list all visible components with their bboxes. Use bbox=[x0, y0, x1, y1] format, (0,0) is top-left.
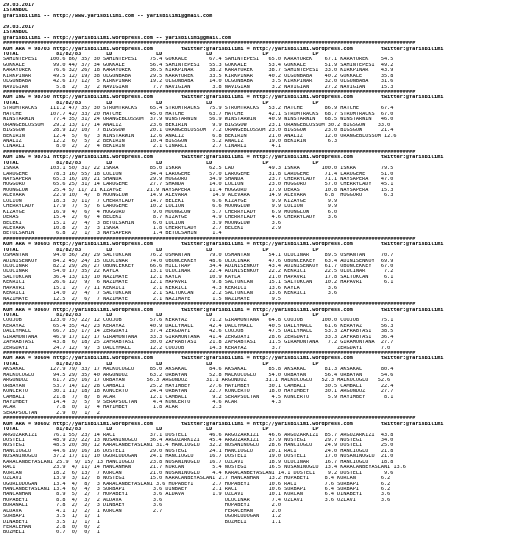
table-row: RACI 23.9 4/ 11/ 14 HANCANHAN 21.7 KORCAN 5.4 NOSTEGI 16.5 NUSANINOGLU 13.4 KARACANBEYASLANI 13.6 bbox=[3, 465, 406, 471]
table-row: KONCERTO 30.1 11/ 18/ 18 KONCERTO 24.4 ORBAYAN 22.7 KONCERTO 18.0 HAYIMBEY 30.1 ARGUNDUZ 27.7 bbox=[3, 389, 394, 395]
table-row: ARGUZARKIZI 76.1 55/ 23/ 14 RACI 37.1 DOSTELI 46.6 ARGUZARKIZI 46.6 ARGUZARKIZI 85.7 ARGUZARKIZI 43.8 bbox=[3, 432, 394, 438]
table-row: MALKOCOGLU 94.5 29/ 35/ 40 ARGUNDUZ 63.2 ORBAYAN 52.8 MALKOCOGLU 54.0 ORBAYAN 56.4 ORBAYAN 54.6 bbox=[3, 372, 394, 378]
table-row: SALTUKCAN 36.4 13/ 13/ 10 NAZIMAYE 12.1 KAYLA 10.9 KAYLA 21.0 HAPAVRI 17.8 SALTUKCAN 6.1 bbox=[3, 274, 394, 280]
header-city: ISTANBUL bbox=[3, 8, 28, 14]
table-row: NOSTEGI 48.5 20/ 30/ 12 KARACANBEYASLANI 31.4 HANCIOGLU 32.2 NUSANINOGLU 28.6 HANCIOGLU 24.9 DOSTELI 25.0 bbox=[3, 443, 394, 449]
separator-line: #################################################################################################################################### bbox=[3, 90, 416, 95]
table-row: ARGUNDUZ 61.7 25/ 16/ 17 ORBAYAN 56.3 ARGUNDUZ 31.1 ARGUNDUZ 31.1 MALKOCOGLU 52.3 MALKOCOGLU 52.6 bbox=[3, 378, 391, 384]
table-row: CHERRYLADY 17.9 7/ 5/ 6 LAROGEME 10.2 LOLION 6.6 MOONGLOW 9.9 LOLION 9.9 bbox=[3, 204, 338, 210]
table-row: ZAFRABTASI 43.8 6/ 18/ 25 ZAFRABTASI 30.0 ZAFRABTASI 21.8 ZAFRABTASI 11.5 GIRAMONTANA 7.2 GIRAMONTANA 27.7 bbox=[3, 340, 394, 346]
table-row: STROMTRACKS 111.2 47/ 35/ 30 STROMTRACKS 65.4 STROMTRACKS 75.9 STROMTRACKS 53.2 HATCHE 86.9 HATCHE 67.4 bbox=[3, 106, 394, 112]
table-row: TOTAL 81/82/83 LD LD LD LP LP bbox=[3, 160, 319, 166]
header-date: 29.03.2017 bbox=[3, 3, 35, 8]
table-row: HAYIMBEY 14.4 3/ 5/ 9 SERAPSULTAN 4.4 KONCERTO 4.6 ACAR 4.3 bbox=[3, 399, 281, 405]
table-row: ANALIZ 12.2 6/ 5/ 2 BEKIRIN 10.4 BIGSGOW 5.2 ANALIZ 19.0 BEKIRIN 6.3 bbox=[3, 138, 338, 144]
table-row: FERACEHAN 2.8 0/ 0/ 2 bbox=[3, 525, 100, 530]
race-header-line: KUM ARA = 98692 http://yarisbilimi.wordpress.com twitter:@YarisBilimi = http://yarisbilimi.wordpress.com twitter:@YarisBilimi bbox=[3, 421, 444, 427]
table-row: TOTAL 81/82/83 LD LD LD LP LP bbox=[3, 247, 319, 253]
table-row: KIRKPINAR 49.5 12/ 19/ 38 OLGUNBABA 29.5 KARAYUREK 33.5 KIRKPINAR 40.2 OLGUNBABA 40.2 GOKKALE 35.8 bbox=[3, 73, 394, 79]
table-row: KORCAN 18.2 6/ 13/ 7 KORCAN 21.0 NUSANINOGLU 4.4 KARACANBEYASLANI 14.1 DOSTELI 9.2 DOSTELI 9.6 bbox=[3, 470, 394, 476]
table-row: KIZAYGE 16.9 4/ 6/ 4 HOGGORU 9.0 MOONGLOW 5.7 CHERRYLADY 6.9 MOONGLOW 6.0 bbox=[3, 209, 338, 215]
table-row: MOONGLOW 25.4 5/ 11/ 21 KIZAYGE 21.9 NAYSAPERA 11.4 HOGGORU 17.9 DERAS 10.8 NAYSAPERA 15.3 bbox=[3, 187, 394, 193]
table-row: BURANALI 7.8 2/ 2/ 3 DINBAEY 3.6 HOPABEYI 2.0 bbox=[3, 503, 281, 509]
table-row: DINABEYI 3.5 1/ 1/ 1 BUZMELI 1.1 bbox=[3, 519, 281, 525]
header-city: ISTANBUL bbox=[3, 30, 28, 36]
table-row: GIRAMONTANA 46.9 17/ 12/ 17 GIRAMONTANA 33.3 GIRAMONTANA 41.4 ZERGDAYI 28.6 ZERGDAYI 33.3 ZAFRABTASI 36.4 bbox=[3, 334, 394, 340]
table-row: ALDAVA 4.1 1/ 2/ 1 KORCAN 2.7 FERACEHAN 2.0 bbox=[3, 508, 281, 514]
table-row: TOTAL 81/82/83 LD LD LD LP LP bbox=[3, 100, 319, 106]
table-row: CAMBALI 21.8 7/ 8/ 8 ACAR 12.1 CAMBALI 9.2 SERAPSULTAN 4.5 KONCERTO 5.9 HAYIMBEY 8.1 bbox=[3, 394, 394, 400]
separator-line: #################################################################################################################################### bbox=[3, 302, 416, 308]
separator-line: #################################################################################################################################### bbox=[3, 236, 416, 242]
table-row: ACAR 7.8 0/ 1/ 4 HAYIMBEY 1.8 ACAR 2.3 bbox=[3, 405, 222, 411]
race-header-line: KUM ARA = 98703 http://yarisbilimi.wordpress.com twitter:@YarisBilimi = http://yarisbilimi.wordpress.com twitter:@YarisBilimi bbox=[3, 46, 444, 52]
table-row: KARAYUREK 76.6 32/ 26/ 18 KARAYUREK 36.5 KIRKPINAR 38.2 KARAYUREK 38.7 SAHINTEPESI 33.0 KIRKPINAR 43.9 bbox=[3, 68, 394, 74]
table-row: GOKKALE 99.0 44/ 37/ 34 GOKKALE 56.4 SAHINTEPESI 55.3 GOKKALE 53.4 GOKKALE 51.9 SAHINTEPESI 49.2 bbox=[3, 62, 394, 68]
table-row: ISKRA 103.1 50/ 31/ 22 ISKRA 85.0 ISKRA 62.5 LAD 49.3 ISKRA 100.0 ISKRA 79.5 bbox=[3, 166, 394, 172]
table-row: CINARLI 8.0 2/ 2/ 4 BEKIRIN 2.1 CINARLI 2.7 CINARLI 4.1 bbox=[3, 144, 281, 150]
table-row: ORBAYAN 53.7 14/ 12/ 28 CAMBALI 25.2 HAYIMBEY 27.6 HAYIMBEY 30.1 CAMBALI 30.5 CAMBALI 22.4 bbox=[3, 383, 394, 389]
table-row: ORANGEBLOSSOM 29.2 13/ 17/ 14 ANALIZ 23.6 BEKIRIN 9.9 BIGSGOW 23.1 ORANGEBLOSSOM 30.2 BIGSGOW 33.0 bbox=[3, 122, 391, 128]
table-row: SURBAPI 3.5 1/ 1/ 1 UGURLUDOGAN 1.2 bbox=[3, 514, 281, 520]
table-row: TOTAL 81/82/83 LD LD LD LP LP bbox=[3, 361, 319, 367]
header-credit: @YarisBilimi -- http://www.yarisbilimi.com -- yarisbilimi@gmail.com bbox=[3, 13, 213, 19]
table-row: TOTAL 81/82/83 LD LD LD LP LP bbox=[3, 312, 319, 318]
table-row: NAZIMAYE 12.5 2/ 6/ 7 NAZIMAYE 2.1 NAZIMAYE 1.5 NAZIMAYE 9.5 bbox=[3, 296, 281, 302]
table-row: DALLYMALL 66.7 15/ 17/ 14 ZERGDAYI 37.4 ZERGDAYI 42.6 COOJOB 47.5 DALLYMALL 53.3 ZAFRABTASI 38.5 bbox=[3, 329, 394, 335]
table-row: OLGUNBABA 42.6 17/ 12/ 5 KIRKPINAR 19.2 OLGUNBABA 14.0 OLGUNBABA 3.5 KIRKPINAR 32.0 OLGUNBABA 31.6 bbox=[3, 79, 394, 85]
race-tables bbox=[3, 41, 525, 536]
table-row: WINSTARWIN 77.4 35/ 31/ 24 ORANGEBLOSSOM 37.9 WINSTARWIN 56.9 WINSTARWIN 40.9 WINSTARWIN 68.5 WINSTARWIN 46.0 bbox=[3, 117, 394, 123]
table-row: KARACANBEYASLANI 25.9 9/ 15/ 13 HANCIOGLU 23.8 NUSANINOGLU 16.7 OZLAVI 18.9 ULUCINAR 16.7 HANCIOGLU 18.8 bbox=[3, 459, 394, 465]
table-row: TOTAL 81/82/83 LD LD LD LP LP bbox=[3, 51, 319, 57]
race-header-line: KUM ING = 98751 http://yarisbilimi.wordpress.com twitter:@YarisBilimi = http://yarisbilimi.wordpress.com twitter:@YarisBilimi bbox=[3, 155, 444, 161]
separator-line: #################################################################################################################################### bbox=[3, 41, 416, 47]
separator-line: #################################################################################################################################### bbox=[3, 149, 416, 155]
table-row: HOPABEYI 8.8 4/ 3/ 2 ALDAVA 3.6 ULUCINAR 7.4 OZLAVI 3.6 OZLAVI 3.6 bbox=[3, 497, 391, 503]
table-row: OZLAVI 13.9 3/ 12/ 8 NOSTEGI 15.0 KARACANBEYASLANI 2.7 HANCANHAN 13.2 HOPABEYI 8.4 KORCAN 6.2 bbox=[3, 476, 391, 482]
race-header-line: KUM ARA = 98693 http://yarisbilimi.wordpress.com twitter:@YarisBilimi = http://yarisbilimi.wordpress.com twitter:@YarisBilimi bbox=[3, 242, 444, 248]
header-credit: @YarisBilimi -- http://yarisbilimi.wordpress.com -- yarisbilimi@gmail.com bbox=[3, 35, 231, 41]
table-row: AKSAKAL 127.9 79/ 33/ 17 MALKOCOGLU 85.0 AKSAKAL 84.6 AKSAKAL 85.8 AKSAKAL 81.3 AKSAKAL 80.4 bbox=[3, 367, 394, 373]
table-row: HANCANBEYASLANI 13.4 6/ 4/ 3 SURBAPI 3.6 DINBAEY 2.1 RACI 10.6 SURBAPI 6.4 SURBAPI 6.2 bbox=[3, 486, 391, 492]
results-document bbox=[3, 3, 525, 541]
table-row: ALEVARA 22.9 10/ 4/ 8 MOONGLOW 14.9 ALEVARA 14.9 ALEVARA 14.9 ALEVARA 6.8 HOGGORU 6.3 bbox=[3, 193, 394, 199]
table-row: ALEVARA 10.8 2/ 3/ 3 ISKRA 1.8 CHERRYLADY 2.7 BELEKI 2.9 bbox=[3, 225, 281, 231]
table-row: KERAYAZ 65.4 35/ 42/ 23 KERAYAZ 40.9 DALLYMALL 42.4 DALLYMALL 40.5 DALLYMALL 61.6 KERAYAZ 56.3 bbox=[3, 323, 394, 329]
table-row: BEKIRIN 12.4 5/ 6/ 3 WINSTARWIN 12.6 ANALIZ 6.8 BEKIRIN 21.0 ANALIZ 12.0 ORANGEBLOSSOM 12.6 bbox=[3, 133, 397, 139]
table-row: OSMANTAN 94.0 36/ 29/ 29 SALTUKCAN 76.2 OSMANTAN 79.0 OSMANTAN 54.1 ULUCINAR 89.5 OSMANTAN 70.7 bbox=[3, 253, 394, 259]
separator-line: #################################################################################################################################### bbox=[3, 351, 416, 356]
table-row: HOGGORU 65.6 25/ 31/ 14 LAROGEME 27.7 SHANDA 14.0 LOLION 23.0 HOGGORU 57.0 CHERRYLADY 45.1 bbox=[3, 182, 394, 188]
table-row: HAPAVRI 15.1 2/ 7/ 11 KEKRICI 2.1 KEKRICI 4.3 KEKRICI 13.6 KAYLA 3.6 bbox=[3, 285, 338, 291]
table-row: ULUCINAR 82.2 29/ 26/ 27 OBUNCEKKEY 66.6 HILLTRAP 34.4 ADINISENKOY 43.4 ADINISENKOY 61.7 OBUNCEKKEY 67.0 bbox=[3, 264, 394, 269]
table-row: HANCANHAN 8.9 5/ 2/ 7 HOPABEYI 3.6 ALDAVA 1.9 OZLAVI 10.1 KORCAN 6.4 DINABEYI 3.6 bbox=[3, 492, 391, 498]
header-date: 29.03.2017 bbox=[3, 24, 35, 30]
table-row: BETULSAHIN 6.8 2/ 1/ 3 NAYSAPERA 1.4 BETULSAHIN 1.4 bbox=[3, 231, 222, 237]
table-row: NAYSAPERA 65.3 16/ 10/ 21 SHANDA 29.9 HOGGORU 34.9 SHANDA 23.7 CHERRYLADY 71.1 NAYSAPERA 47.0 bbox=[3, 177, 394, 182]
race-header-line: KUM ING = 98750 http://yarisbilimi.wordpress.com twitter:@YarisBilimi = http://yarisbilimi.wordpress.com twitter:@YarisBilimi bbox=[3, 95, 444, 101]
separator-line: #################################################################################################################################### bbox=[3, 416, 416, 422]
table-row: LAROGEME 78.3 16/ 55/ 18 LOLION 34.4 LAROGEME 57.0 LAROGEME 31.8 LAROGEME 71.4 LAROGEME 51.0 bbox=[3, 171, 394, 177]
table-row: HATCHE 107.7 42/ 33/ 20 HATCHE 45.0 HATCHE 63.7 HATCHE 42.1 STROMTRACKS 68.7 STROMTRACKS 67.0 bbox=[3, 111, 394, 117]
table-row: NUSANINOGLU 37.2 17/ 11/ 10 UGURLUDOGAN 24.1 HANCIOGLU 16.7 DOSTELI 19.0 DOSTELI 17.0 NUSANINOGLU 21.0 bbox=[3, 454, 394, 460]
table-row: ZERGDAYI 24.7 12/ 9/ 3 DALLYMALL 12.2 COOJOB 14.3 KERAYAZ 3.7 ZERGDAYI 7.0 bbox=[3, 345, 391, 351]
table-row: DOSTELI 48.9 23/ 22/ 13 NUSANINOGLU 36.4 ARGUZARKIZI 45.4 ARGUZARKIZI 37.9 NOSTEGI 29.7 NOSTEGI 34.0 bbox=[3, 438, 394, 443]
table-row: BIGSGOW 28.9 12/ 10/ 7 BIGSGOW 20.1 ORANGEBLOSSOM 7.2 ORANGEBLOSSOM 23.0 BIGSGOW 23.0 BIGSGOW 21.4 bbox=[3, 128, 394, 134]
table-row: BELEKI 15.1 2/ 4/ 3 BETULSAHIN 6.0 LOLION 3.9 MOONGLOW 3.6 bbox=[3, 220, 281, 226]
table-row: TOTAL 81/82/83 LD LD LD LP LP bbox=[3, 427, 319, 433]
table-row: UGURLUDOGAN 13.4 4/ 8/ 3 KARACANBEYASLANI 3.6 HOPABEYI 2.7 HOPABEYI 10.6 RACI 7.6 SURBAPI 6.2 bbox=[3, 481, 391, 487]
table-row: DERAS 15.4 2/ 6/ 4 BELEKI 8.7 KIZAYGE 4.9 CHERRYLADY 4.6 CHERRYLADY 3.6 bbox=[3, 215, 338, 221]
race-header-line: KUM ARA = 98697 http://yarisbilimi.wordpress.com twitter:@YarisBilimi = http://yarisbilimi.wordpress.com twitter:@YarisBilimi bbox=[3, 307, 444, 313]
table-row: KEKRICI 14.0 2/ 4/ 7 SALTUKCAN 2.1 SALTUKCAN 2.2 SALTUKCAN 13.6 KEKRICI 3.6 bbox=[3, 291, 338, 297]
table-row: COOJOB 123.0 75/ 22/ 12 COOJOB 57.6 KERAYAZ 71.2 GIRAMONTANA 64.8 COOJOB 100.0 COOJOB 75.1 bbox=[3, 318, 394, 324]
table-row: KEKRICI 26.6 12/ 9/ 6 NAZIMAYE 12.1 HAPAVRI 9.8 SALTUKCAN 15.1 SALTUKCAN 10.2 HAPAVRI 6.1 bbox=[3, 280, 394, 286]
table-row: HANCIOGLU 44.6 19/ 16/ 16 DOSTELI 29.0 NOSTEGI 24.1 HANCIOGLU 20.1 RACI 24.0 HANCIOGLU 21.8 bbox=[3, 448, 394, 454]
table-row: SERAPSULTAN 2.9 0/ 1/ 2 bbox=[3, 410, 100, 416]
table-row: ADINISENKOY 84.2 45/ 24/ 15 ULUCINAR 74.0 OBUNCEKKEY 48.6 ULUCINAR 47.6 OBUNCEKKEY 63.4 ADINISENKOY 69.9 bbox=[3, 258, 394, 264]
table-row: SAHINTEPESI 100.6 86/ 35/ 30 SAHINTEPESI 75.4 GOKKALE 67.4 SAHINTEPESI 65.0 KARAYUREK 67.1 KARAYUREK 54.5 bbox=[3, 57, 394, 63]
table-row: LOLION 18.3 3/ 11/ 7 CHERRYLADY 14.7 BELEKI 6.6 KIZAYGE 9.9 KIZAYGE 9.9 bbox=[3, 198, 338, 204]
table-row: ULUCINAR 54.0 17/ 35/ 22 KAYLA 13.1 ULUCINAR 22.4 ADINISENKOY 22.2 KEKRICI 22.5 ULUCINAR 7.2 bbox=[3, 269, 394, 275]
race-header-line: KUM ARA = 98694 http://yarisbilimi.wordpress.com twitter:@YarisBilimi = http://yarisbilimi.wordpress.com twitter:@YarisBilimi bbox=[3, 356, 444, 362]
table-row: BUZMELI 0.7 0/ 0/ 1 bbox=[3, 530, 100, 536]
table-row: NAVIGIAN 5.8 2/ 3/ 2 NAVIGIAN 7.7 NAVIGIAN 3.8 NAVIGIAN 3.2 NAVIGIAN 27.2 NAVIGIAN 15.3 bbox=[3, 84, 394, 90]
